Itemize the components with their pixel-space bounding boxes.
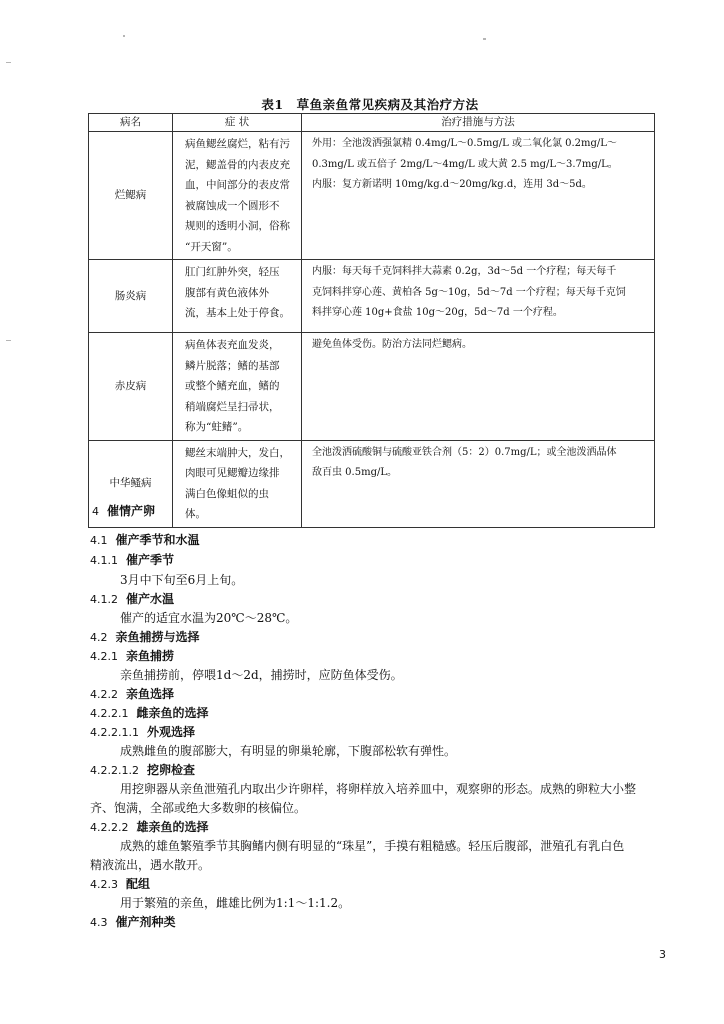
section-heading: 4.1.2 催产水温 [90, 592, 175, 606]
section-heading: 4.2.3 配组 [90, 877, 151, 891]
treatment-line: 克饲料拌穿心莲、黄柏各 5g～10g，5d～7d 一个疗程；每天每千克饲 [312, 286, 626, 298]
symptoms-cell [173, 333, 302, 441]
section-heading: 4.2.2.2 雄亲鱼的选择 [90, 820, 209, 834]
section-heading: 4.1.1 催产季节 [90, 553, 175, 567]
treatment-line: 敌百虫 0.5mg/L。 [312, 467, 397, 478]
page-number: 3 [659, 948, 666, 961]
symptom-line: 被腐蚀成一个圆形不 [185, 199, 280, 212]
symptom-line: 稍端腐烂呈扫帚状， [185, 400, 280, 413]
disease-name: 中华鳋病 [89, 440, 173, 527]
paragraph: 亲鱼捕捞前，停喂1d～2d，捕捞时，应防鱼体受伤。 [120, 668, 403, 682]
table-row [89, 440, 655, 527]
symptoms-cell [173, 440, 302, 527]
section-heading: 4.2.2.1.2 挖卵检查 [90, 763, 195, 777]
symptom-line: 称为“蛀鳍”。 [185, 421, 249, 433]
treatment-line: 料拌穿心莲 10g+食盐 10g～20g，5d～7d 一个疗程。 [312, 307, 563, 318]
section-heading: 4.2.2.1 雌亲鱼的选择 [90, 706, 209, 720]
symptom-line: 血，中间部分的表皮常 [185, 179, 290, 191]
symptom-line: 规则的透明小洞，俗称 [185, 220, 290, 232]
disease-name: 烂鳃病 [89, 132, 173, 260]
paragraph-continuation: 齐、饱满，全部或绝大多数卵的核偏位。 [90, 801, 307, 815]
header-symptoms: 症 状 [173, 114, 302, 132]
symptom-line: 体。 [185, 508, 206, 520]
treatment-line: 全池泼洒硫酸铜与硫酸亚铁合剂（5：2）0.7mg/L；或全池泼洒晶体 [312, 446, 617, 458]
header-treatment: 治疗措施与方法 [302, 114, 655, 132]
paragraph: 成熟的雄鱼繁殖季节其胸鳍内侧有明显的“珠星”，手摸有粗糙感。轻压后腹部，泄殖孔有乳白色 [120, 839, 625, 853]
symptom-line: 肉眼可见鳃瓣边缘排 [185, 467, 280, 479]
treatment-cell [302, 333, 655, 441]
table-row [89, 333, 655, 441]
section-heading: 4 催情产卵 [92, 504, 156, 518]
table-row [89, 260, 655, 333]
paragraph: 用于繁殖的亲鱼，雌雄比例为1:1～1:1.2。 [120, 896, 351, 910]
treatment-line: 内服：每天每千克饲料拌大蒜素 0.2g，3d～5d 一个疗程；每天每千 [312, 266, 617, 277]
treatment-line: 外用：全池泼洒强氯精 0.4mg/L～0.5mg/L 或二氧化氯 0.2mg/L～ [312, 138, 617, 149]
paragraph: 成熟雌鱼的腹部膨大，有明显的卵巢轮廓，下腹部松软有弹性。 [120, 744, 457, 758]
symptoms-cell [173, 132, 302, 260]
section-heading: 4.2.2 亲鱼选择 [90, 687, 175, 701]
disease-name: 肠炎病 [89, 260, 173, 333]
treatment-line: 避免鱼体受伤。防治方法同烂鳃病。 [312, 339, 472, 350]
treatment-cell [302, 260, 655, 333]
treatment-line: 0.3mg/L 或五倍子 2mg/L～4mg/L 或大黄 2.5 mg/L～3.7mg/L。 [312, 158, 618, 170]
symptom-line: 鳞片脱落；鳍的基部 [185, 359, 280, 372]
section-heading: 4.1 催产季节和水温 [90, 533, 200, 547]
treatment-cell [302, 440, 655, 527]
scan-mark [123, 35, 125, 37]
scan-mark [6, 62, 11, 63]
scan-mark [483, 38, 486, 40]
table-header-row [89, 114, 655, 132]
section-heading: 4.2.2.1.1 外观选择 [90, 725, 195, 739]
symptom-line: “开天窗”。 [185, 240, 238, 253]
section-heading: 4.2 亲鱼捕捞与选择 [90, 630, 200, 644]
paragraph-continuation: 精液流出，遇水散开。 [90, 858, 211, 872]
paragraph: 3月中下旬至6月上旬。 [120, 573, 244, 587]
section-heading: 4.2.1 亲鱼捕捞 [90, 649, 175, 663]
treatment-cell [302, 132, 655, 260]
treatment-line: 内服：复方新诺明 10mg/kg.d～20mg/kg.d，连用 3d～5d。 [312, 179, 592, 190]
symptom-line: 腹部有黄色液体外 [185, 286, 269, 299]
symptom-line: 肛门红肿外突，轻压 [185, 266, 280, 278]
symptom-line: 满白色像蛆似的虫 [185, 487, 269, 500]
paragraph: 催产的适宜水温为20℃～28℃。 [120, 611, 298, 625]
section-heading: 4.3 催产剂种类 [90, 915, 176, 929]
table-caption: 表1 草鱼亲鱼常见疾病及其治疗方法 [261, 97, 479, 112]
symptom-line: 病鱼鳃丝腐烂，粘有污 [185, 138, 290, 150]
symptom-line: 鳃丝末端肿大，发白， [185, 446, 290, 459]
scan-mark [6, 340, 11, 341]
symptoms-cell [173, 260, 302, 333]
paragraph: 用挖卵器从亲鱼泄殖孔内取出少许卵样，将卵样放入培养皿中，观察卵的形态。成熟的卵粒大小整 [120, 782, 637, 796]
header-disease-name: 病名 [89, 114, 173, 132]
table-row [89, 132, 655, 260]
symptom-line: 流，基本上处于停食。 [185, 307, 290, 319]
symptom-line: 病鱼体表充血发炎， [185, 339, 280, 351]
symptom-line: 泥，鳃盖骨的内表皮充 [185, 158, 290, 171]
disease-table [88, 113, 655, 528]
disease-name: 赤皮病 [89, 333, 173, 441]
symptom-line: 或整个鳍充血，鳍的 [185, 380, 280, 392]
